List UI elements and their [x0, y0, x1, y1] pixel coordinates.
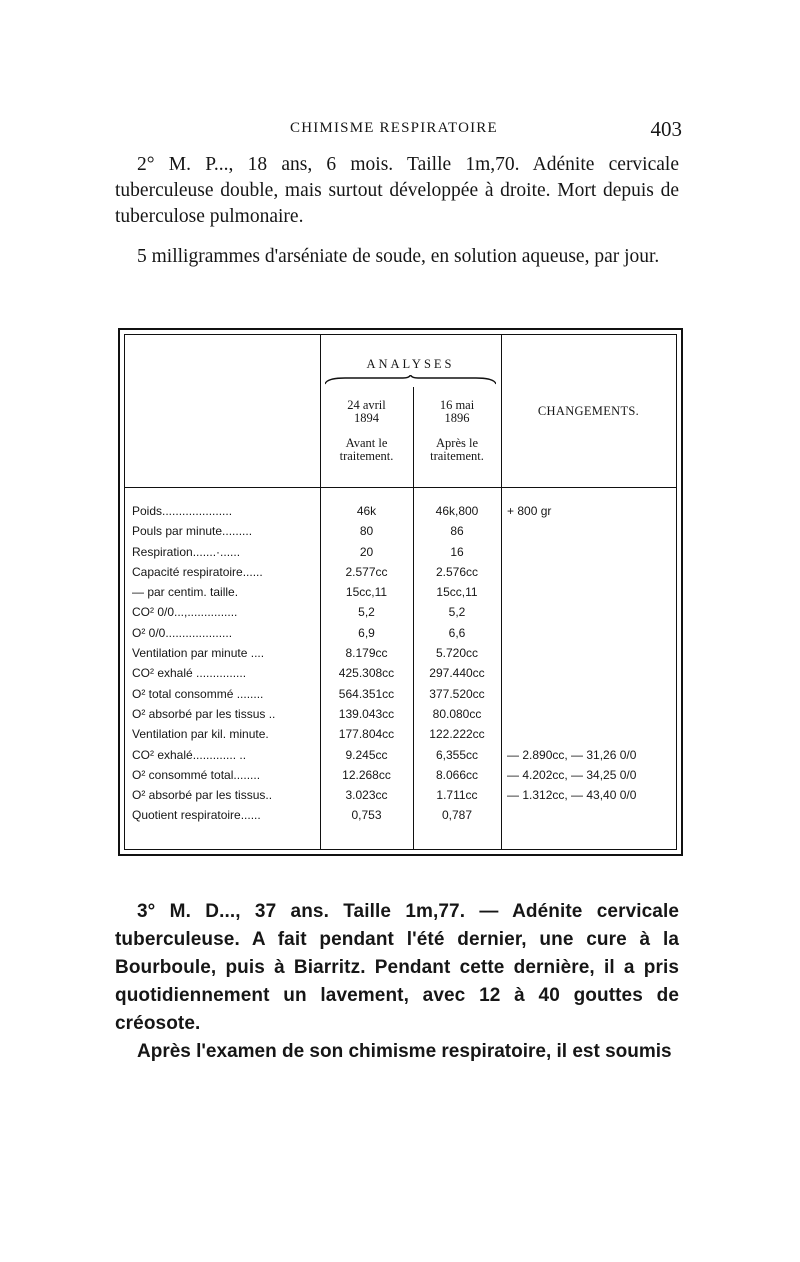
header-divider — [125, 487, 676, 488]
before-year: 1894 — [354, 411, 379, 425]
value-before: 177.804cc — [338, 727, 395, 742]
value-after: 0,787 — [441, 808, 473, 823]
value-after: 1.711cc — [436, 788, 478, 803]
value-after: 15cc,11 — [436, 585, 478, 600]
value-before: 5,2 — [358, 605, 375, 620]
analyses-group-header: ANALYSES — [366, 357, 455, 371]
paragraph-treatment: 5 milligrammes d'arséniate de soude, en solution aqueuse, par jour. — [137, 246, 660, 267]
table-row — [125, 724, 676, 744]
running-title: CHIMISME RESPIRATOIRE — [290, 120, 498, 136]
column-header-after — [413, 399, 501, 425]
value-before: 20 — [359, 544, 374, 559]
value-before: 9.245cc — [345, 747, 388, 762]
row-label: CO² exhalé ............... — [132, 666, 247, 681]
row-label: O² 0/0.................... — [132, 625, 233, 640]
value-after: 8.066cc — [435, 767, 479, 782]
value-before: 2.577cc — [345, 564, 388, 579]
table-row — [125, 602, 676, 622]
value-change: — 1.312cc, — 43,40 0/0 — [507, 788, 637, 803]
value-after: 5.720cc — [435, 646, 479, 661]
value-after: 122.222cc — [429, 727, 485, 742]
value-after: 2.576cc — [435, 564, 479, 579]
table-row — [125, 765, 676, 785]
value-change: — 4.202cc, — 34,25 0/0 — [507, 767, 637, 782]
value-after: 6,355cc — [435, 747, 479, 762]
table-row — [125, 663, 676, 683]
value-before: 425.308cc — [338, 666, 395, 681]
value-before: 12.268cc — [342, 767, 391, 782]
value-before: 139.043cc — [338, 706, 395, 721]
table-row — [125, 623, 676, 643]
value-before: 6,9 — [358, 625, 375, 640]
table-row — [125, 704, 676, 724]
value-before: 15cc,11 — [345, 585, 388, 600]
row-label: Pouls par minute......... — [132, 524, 253, 539]
before-subheader: Avant le traitement. — [339, 436, 394, 463]
value-after: 46k,800 — [435, 504, 479, 518]
table-row — [125, 805, 676, 825]
row-label: O² consommé total........ — [132, 767, 261, 782]
value-after: 5,2 — [448, 605, 466, 620]
analyses-table — [118, 328, 683, 856]
value-after: 86 — [450, 524, 464, 539]
value-before: 46k — [356, 504, 377, 518]
value-before: 3.023cc — [345, 788, 388, 803]
row-label: Quotient respiratoire...... — [132, 808, 261, 823]
row-label: CO² 0/0...,............... — [132, 605, 238, 620]
brace-decoration — [325, 375, 496, 385]
table-row — [125, 745, 676, 765]
table-row — [125, 501, 676, 521]
value-change: + 800 gr — [507, 504, 552, 518]
column-header-before — [320, 399, 413, 425]
after-date: 16 mai — [439, 398, 475, 412]
row-label: CO² exhalé............. .. — [132, 747, 247, 762]
table-row — [125, 785, 676, 805]
row-label: — par centim. taille. — [132, 585, 239, 600]
value-after: 6,6 — [448, 625, 466, 640]
table-row — [125, 684, 676, 704]
value-after: 80.080cc — [432, 706, 482, 721]
table-row — [125, 582, 676, 602]
table-row — [125, 643, 676, 663]
value-after: 16 — [450, 544, 464, 559]
paragraph-case-2: 2° M. P..., 18 ans, 6 mois. Taille 1m,70. Adénite cervicale tuberculeuse double, mais surtout développée à droite. Mort depuis de tuberculose pulmonaire. — [115, 154, 679, 227]
changes-header: CHANGEMENTS. — [537, 404, 640, 418]
table-inner-border — [124, 334, 677, 850]
table-row — [125, 542, 676, 562]
page-number: 403 — [650, 117, 682, 141]
value-before: 564.351cc — [338, 686, 395, 701]
paragraph-after-exam: Après l'examen de son chimisme respiratoire, il est soumis — [137, 1041, 672, 1062]
after-year: 1896 — [444, 411, 470, 425]
paragraph-case-3: 3° M. D..., 37 ans. Taille 1m,77. — Adénite cervicale tuberculeuse. A fait pendant l'été dernier, une cure à la Bourboule, puis à Biarritz. Pendant cette dernière, il a pris quotidiennement un lavement, avec 12 à 40 gouttes de créosote. — [115, 901, 679, 1034]
after-subheader: Après le traitement. — [430, 436, 484, 463]
table-row — [125, 521, 676, 541]
row-label: Ventilation par minute .... — [132, 646, 265, 661]
value-before: 0,753 — [351, 808, 382, 823]
row-label: Respiration.......·...... — [132, 544, 241, 559]
row-label: Ventilation par kil. minute. — [132, 727, 269, 742]
value-before: 8.179cc — [345, 646, 388, 661]
table-row — [125, 562, 676, 582]
value-after: 297.440cc — [429, 666, 485, 681]
value-before: 80 — [359, 524, 374, 539]
before-date: 24 avril — [347, 398, 386, 412]
table-body — [125, 501, 676, 826]
row-label: Poids..................... — [132, 504, 233, 518]
row-label: O² absorbé par les tissus .. — [132, 706, 276, 721]
value-after: 377.520cc — [429, 686, 485, 701]
row-label: Capacité respiratoire...... — [132, 564, 263, 579]
value-change: — 2.890cc, — 31,26 0/0 — [507, 747, 637, 762]
row-label: O² absorbé par les tissus.. — [132, 788, 273, 803]
running-head — [110, 117, 682, 143]
row-label: O² total consommé ........ — [132, 686, 264, 701]
